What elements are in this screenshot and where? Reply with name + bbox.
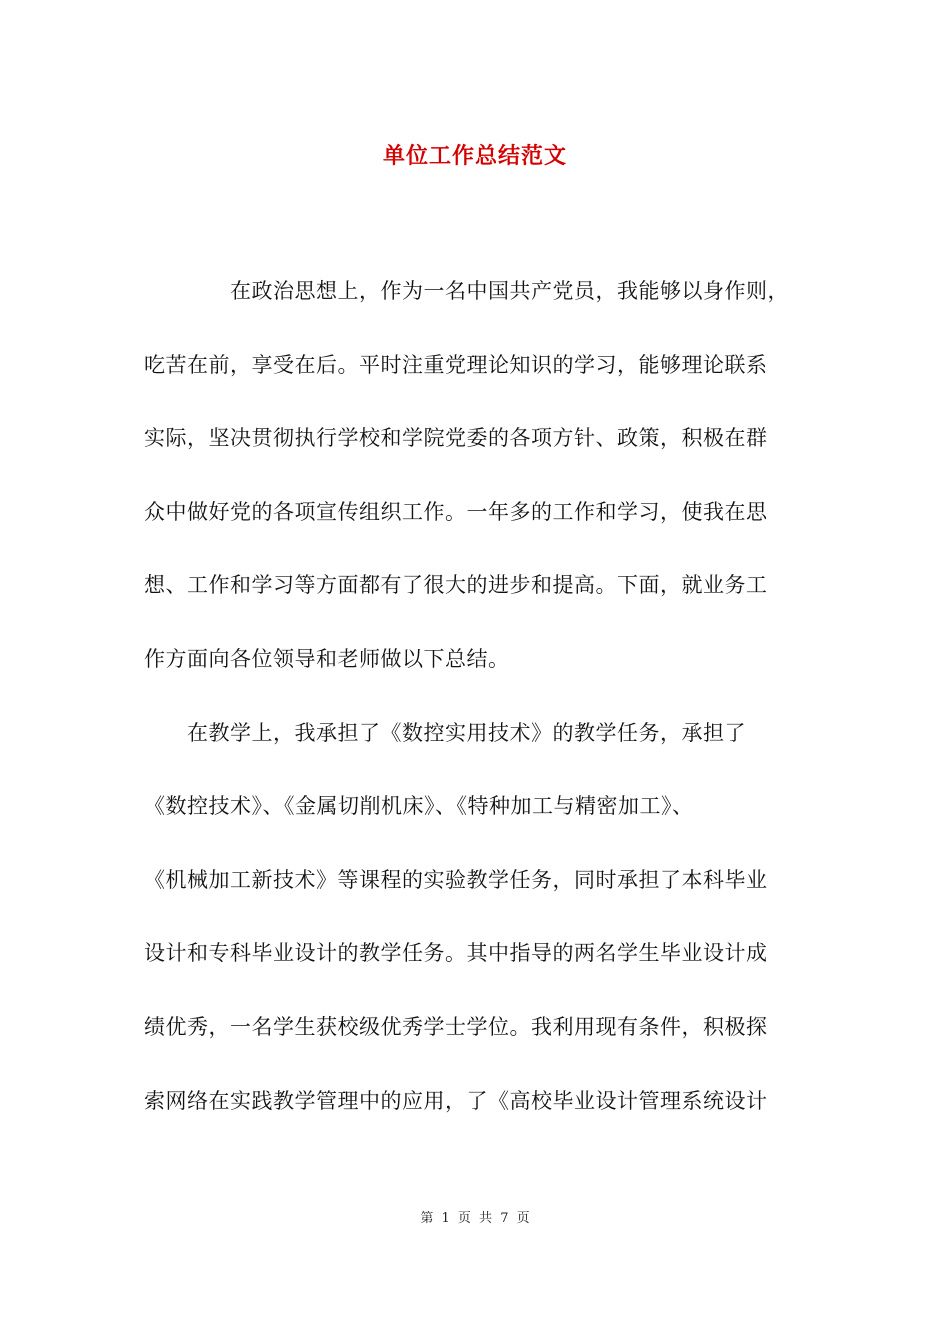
body-line: 在教学上，我承担了《数控实用技术》的教学任务，承担了: [144, 720, 746, 745]
body-line: 索网络在实践教学管理中的应用，了《高校毕业设计管理系统设计: [144, 1088, 768, 1113]
body-line: 设计和专科毕业设计的教学任务。其中指导的两名学生毕业设计成: [144, 941, 768, 966]
body-line: 吃苦在前，享受在后。平时注重党理论知识的学习，能够理论联系: [144, 352, 768, 377]
page-number-footer: 第 1 页 共 7 页: [420, 1211, 530, 1226]
body-line: 绩优秀，一名学生获校级优秀学士学位。我利用现有条件，积极探: [144, 1014, 768, 1039]
body-line: 在政治思想上，作为一名中国共产党员，我能够以身作则，: [144, 279, 789, 303]
body-line: 想、工作和学习等方面都有了很大的进步和提高。下面，就业务工: [144, 573, 768, 598]
body-line: 众中做好党的各项宣传组织工作。一年多的工作和学习，使我在思: [144, 499, 768, 524]
body-line: 《机械加工新技术》等课程的实验教学任务，同时承担了本科毕业: [144, 867, 768, 892]
body-line: 《数控技术》、《金属切削机床》、《特种加工与精密加工》、: [144, 794, 694, 819]
body-line: 作方面向各位领导和老师做以下总结。: [144, 646, 510, 671]
document-title: 单位工作总结范文: [382, 143, 567, 169]
body-line: 实际，坚决贯彻执行学校和学院党委的各项方针、政策，积极在群: [144, 426, 768, 451]
document-body: [144, 272, 809, 1155]
